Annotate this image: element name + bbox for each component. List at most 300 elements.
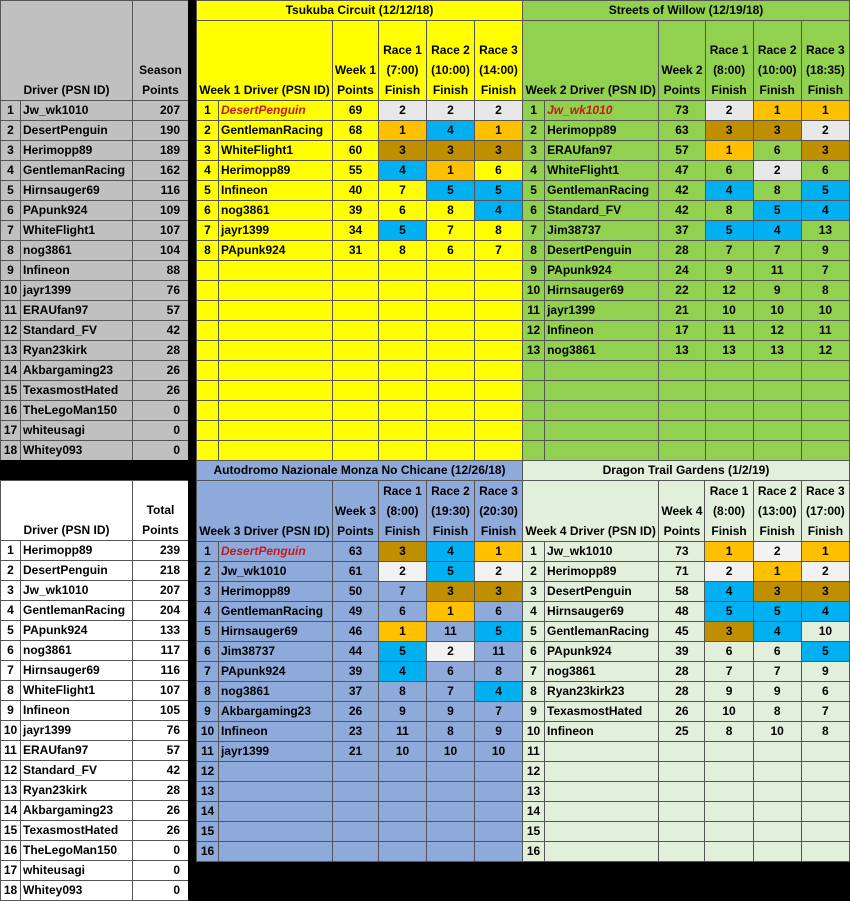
result-points (659, 421, 705, 441)
result-points (659, 361, 705, 381)
race3-header: Race 3 (17:00) Finish (801, 481, 849, 542)
race2-finish (427, 762, 475, 782)
result-driver: GentlemanRacing (219, 121, 333, 141)
race1-header: Race 1 (8:00) Finish (705, 21, 753, 101)
result-points (659, 381, 705, 401)
race2-finish: 8 (753, 181, 801, 201)
result-row (197, 241, 523, 261)
result-pos: 1 (197, 542, 219, 562)
race1-finish: 3 (379, 141, 427, 161)
result-pos: 10 (197, 722, 219, 742)
result-driver: WhiteFlight1 (545, 161, 659, 181)
result-row (523, 782, 850, 802)
standings-pos: 10 (1, 281, 21, 301)
result-points: 69 (333, 101, 379, 121)
result-driver: DesertPenguin (219, 542, 333, 562)
track-title: Tsukuba Circuit (12/12/18) (197, 1, 523, 21)
race2-finish: 8 (427, 201, 475, 221)
standings-points: 109 (133, 201, 189, 221)
result-pos: 14 (523, 802, 545, 822)
race1-finish: 7 (379, 582, 427, 602)
standings-driver: nog3861 (21, 241, 133, 261)
result-driver: Akbargaming23 (219, 702, 333, 722)
race1-finish: 8 (705, 722, 753, 742)
race2-finish (753, 381, 801, 401)
result-points (659, 401, 705, 421)
standings-driver: Standard_FV (21, 761, 133, 781)
result-pos: 15 (523, 822, 545, 842)
result-row (523, 241, 850, 261)
result-pos: 13 (523, 782, 545, 802)
result-driver: GentlemanRacing (545, 181, 659, 201)
result-pos: 5 (523, 181, 545, 201)
race3-header: Race 3 (14:00) Finish (475, 21, 523, 101)
race3-finish: 13 (801, 221, 849, 241)
result-points (333, 802, 379, 822)
standings-pos: 4 (1, 161, 21, 181)
race3-finish (801, 842, 849, 862)
result-row (523, 421, 850, 441)
standings-row (1, 861, 189, 881)
standings-points: 239 (133, 541, 189, 561)
result-pos: 6 (523, 201, 545, 221)
result-pos: 4 (523, 602, 545, 622)
race1-finish: 4 (379, 161, 427, 181)
result-row (523, 682, 850, 702)
standings-driver: Akbargaming23 (21, 801, 133, 821)
result-row (197, 121, 523, 141)
standings-pos: 17 (1, 421, 21, 441)
race2-finish: 6 (753, 642, 801, 662)
standings-driver: nog3861 (21, 641, 133, 661)
standings-row (1, 341, 189, 361)
result-row (197, 341, 523, 361)
standings-pos: 11 (1, 741, 21, 761)
result-row (197, 542, 523, 562)
race2-finish: 8 (753, 702, 801, 722)
result-pos (197, 341, 219, 361)
result-pos: 2 (197, 562, 219, 582)
result-driver: PApunk924 (219, 662, 333, 682)
race3-finish (475, 381, 523, 401)
result-pos: 8 (197, 241, 219, 261)
result-points: 17 (659, 321, 705, 341)
week-driver-header: Week 2 Driver (PSN ID) (523, 21, 659, 101)
result-points: 50 (333, 582, 379, 602)
race2-finish (427, 441, 475, 461)
result-pos: 7 (197, 221, 219, 241)
race1-finish: 2 (379, 562, 427, 582)
standings-pos: 5 (1, 621, 21, 641)
race2-finish: 10 (753, 301, 801, 321)
result-pos: 7 (197, 662, 219, 682)
standings-row (1, 621, 189, 641)
race3-finish (475, 842, 523, 862)
result-driver (219, 261, 333, 281)
race3-finish (475, 301, 523, 321)
race3-finish: 8 (801, 281, 849, 301)
standings-points: 162 (133, 161, 189, 181)
result-pos (197, 281, 219, 301)
result-points: 55 (333, 161, 379, 181)
race2-finish (427, 381, 475, 401)
result-driver: DesertPenguin (545, 241, 659, 261)
result-pos (197, 441, 219, 461)
result-row (523, 642, 850, 662)
result-points: 22 (659, 281, 705, 301)
standings-points: 204 (133, 601, 189, 621)
result-row (197, 662, 523, 682)
week-points-header: Week 2 Points (659, 21, 705, 101)
result-points (659, 842, 705, 862)
race1-finish (705, 842, 753, 862)
result-points: 63 (333, 542, 379, 562)
result-row (523, 802, 850, 822)
result-points: 24 (659, 261, 705, 281)
result-row (197, 682, 523, 702)
result-row (197, 602, 523, 622)
race1-finish: 2 (379, 101, 427, 121)
race2-finish: 8 (427, 722, 475, 742)
standings-pos: 16 (1, 841, 21, 861)
result-driver (219, 321, 333, 341)
result-points (659, 742, 705, 762)
race2-finish (753, 401, 801, 421)
result-pos: 13 (523, 341, 545, 361)
result-row (523, 722, 850, 742)
standings-points: 104 (133, 241, 189, 261)
race3-finish (801, 381, 849, 401)
result-row (197, 642, 523, 662)
result-points: 40 (333, 181, 379, 201)
result-points (659, 762, 705, 782)
result-points (333, 822, 379, 842)
result-row (523, 201, 850, 221)
result-driver: Ryan23kirk23 (545, 682, 659, 702)
standings-driver: Herimopp89 (21, 141, 133, 161)
result-row (197, 622, 523, 642)
race3-finish: 7 (801, 702, 849, 722)
race2-finish (753, 802, 801, 822)
race3-finish: 1 (801, 101, 849, 121)
result-points: 39 (333, 201, 379, 221)
standings-driver: WhiteFlight1 (21, 681, 133, 701)
result-driver: DesertPenguin (545, 582, 659, 602)
standings-row (1, 321, 189, 341)
result-row (197, 361, 523, 381)
standings-row (1, 761, 189, 781)
race2-finish: 11 (753, 261, 801, 281)
standings-points: 88 (133, 261, 189, 281)
race3-finish (801, 401, 849, 421)
race2-finish (427, 421, 475, 441)
standings-row (1, 101, 189, 121)
standings-pos: 9 (1, 701, 21, 721)
result-driver: Herimopp89 (545, 562, 659, 582)
race2-finish (753, 762, 801, 782)
race1-finish: 9 (705, 261, 753, 281)
race3-finish: 5 (475, 622, 523, 642)
result-pos: 3 (523, 141, 545, 161)
result-row (523, 842, 850, 862)
result-pos (523, 361, 545, 381)
race3-finish: 6 (801, 682, 849, 702)
result-driver (219, 421, 333, 441)
standings-row (1, 141, 189, 161)
race3-finish: 7 (475, 702, 523, 722)
race1-header: Race 1 (7:00) Finish (379, 21, 427, 101)
total-points-header: Total Points (133, 481, 189, 541)
race1-finish: 3 (705, 622, 753, 642)
result-points (333, 421, 379, 441)
standings-points: 26 (133, 381, 189, 401)
race1-finish (379, 842, 427, 862)
week-driver-header: Week 4 Driver (PSN ID) (523, 481, 659, 542)
result-driver (545, 762, 659, 782)
standings-points: 207 (133, 581, 189, 601)
race3-finish (801, 782, 849, 802)
result-points (333, 441, 379, 461)
result-pos: 10 (523, 722, 545, 742)
race1-finish: 6 (379, 602, 427, 622)
standings-points: 26 (133, 821, 189, 841)
result-row (197, 161, 523, 181)
race2-finish (427, 401, 475, 421)
result-pos: 2 (523, 562, 545, 582)
standings-driver: TexasmostHated (21, 381, 133, 401)
result-pos: 6 (523, 642, 545, 662)
result-row (197, 441, 523, 461)
result-pos (197, 421, 219, 441)
race3-finish (475, 441, 523, 461)
result-driver: Infineon (219, 722, 333, 742)
standings-row (1, 581, 189, 601)
result-pos: 5 (523, 622, 545, 642)
race3-finish: 4 (475, 201, 523, 221)
result-pos (197, 261, 219, 281)
race2-finish: 2 (753, 542, 801, 562)
result-row (197, 702, 523, 722)
standings-points: 57 (133, 741, 189, 761)
week3-table (196, 460, 523, 862)
result-row (523, 181, 850, 201)
race1-finish: 10 (705, 702, 753, 722)
result-driver (219, 762, 333, 782)
result-pos: 12 (523, 321, 545, 341)
race1-finish: 4 (379, 662, 427, 682)
standings-row (1, 221, 189, 241)
race1-finish (379, 381, 427, 401)
result-points: 44 (333, 642, 379, 662)
race2-finish: 10 (427, 742, 475, 762)
standings-row (1, 241, 189, 261)
result-pos: 3 (523, 582, 545, 602)
week-points-header: Week 4 Points (659, 481, 705, 542)
result-row (197, 101, 523, 121)
race3-finish: 2 (475, 562, 523, 582)
race1-header: Race 1 (8:00) Finish (705, 481, 753, 542)
standings-row (1, 881, 189, 901)
standings-driver: jayr1399 (21, 281, 133, 301)
race3-finish: 3 (801, 141, 849, 161)
race3-finish (475, 321, 523, 341)
race1-finish (705, 361, 753, 381)
result-points (659, 441, 705, 461)
result-row (197, 261, 523, 281)
race1-finish (705, 782, 753, 802)
result-driver: Herimopp89 (219, 161, 333, 181)
standings-driver: Standard_FV (21, 321, 133, 341)
race3-finish: 11 (801, 321, 849, 341)
race2-finish: 7 (427, 682, 475, 702)
result-row (523, 301, 850, 321)
result-driver: jayr1399 (545, 301, 659, 321)
result-row (197, 381, 523, 401)
race1-finish: 6 (705, 161, 753, 181)
race3-finish (801, 421, 849, 441)
race3-finish (475, 822, 523, 842)
standings-points: 42 (133, 321, 189, 341)
standings-row (1, 821, 189, 841)
result-driver (219, 842, 333, 862)
standings-driver: Ryan23kirk (21, 341, 133, 361)
race2-finish: 11 (427, 622, 475, 642)
race3-finish: 7 (475, 241, 523, 261)
race3-finish (475, 762, 523, 782)
result-pos: 3 (197, 582, 219, 602)
standings-points: 218 (133, 561, 189, 581)
result-row (197, 281, 523, 301)
race3-finish (475, 401, 523, 421)
result-row (523, 702, 850, 722)
result-driver: PApunk924 (545, 261, 659, 281)
result-points (333, 281, 379, 301)
result-pos: 10 (523, 281, 545, 301)
week-driver-header: Week 3 Driver (PSN ID) (197, 481, 333, 542)
result-driver: nog3861 (219, 682, 333, 702)
standings-row (1, 361, 189, 381)
race2-finish (427, 321, 475, 341)
standings-row (1, 541, 189, 561)
standings-pos: 9 (1, 261, 21, 281)
race1-finish: 5 (705, 602, 753, 622)
total-standings-table (0, 480, 189, 901)
result-row (197, 762, 523, 782)
standings-pos: 1 (1, 541, 21, 561)
week-points-header: Week 3 Points (333, 481, 379, 542)
column-separator (188, 0, 196, 900)
result-driver: WhiteFlight1 (219, 141, 333, 161)
standings-points: 105 (133, 701, 189, 721)
standings-points: 26 (133, 361, 189, 381)
race2-finish: 1 (427, 602, 475, 622)
result-row (197, 582, 523, 602)
result-points: 28 (659, 241, 705, 261)
result-driver (545, 361, 659, 381)
result-points: 26 (659, 702, 705, 722)
standings-row (1, 181, 189, 201)
result-driver (219, 802, 333, 822)
race1-finish: 8 (379, 241, 427, 261)
result-driver (219, 361, 333, 381)
race1-finish (379, 401, 427, 421)
standings-points: 107 (133, 221, 189, 241)
race2-finish (427, 301, 475, 321)
standings-pos: 13 (1, 781, 21, 801)
standings-driver: Whitey093 (21, 881, 133, 901)
race3-finish: 2 (801, 562, 849, 582)
result-pos: 9 (523, 702, 545, 722)
result-points: 57 (659, 141, 705, 161)
race1-finish (379, 361, 427, 381)
result-row (523, 582, 850, 602)
race2-finish: 7 (753, 662, 801, 682)
result-driver (545, 441, 659, 461)
result-pos: 5 (197, 622, 219, 642)
race2-finish: 4 (427, 121, 475, 141)
race3-finish (475, 281, 523, 301)
standings-pos: 18 (1, 441, 21, 461)
standings-row (1, 201, 189, 221)
result-pos: 8 (523, 682, 545, 702)
result-points: 28 (659, 662, 705, 682)
standings-driver: Akbargaming23 (21, 361, 133, 381)
standings-pos: 12 (1, 761, 21, 781)
race3-finish: 10 (801, 622, 849, 642)
race2-finish: 5 (427, 562, 475, 582)
race1-finish (705, 421, 753, 441)
standings-pos: 6 (1, 641, 21, 661)
week4-table (522, 460, 850, 862)
result-driver: nog3861 (545, 341, 659, 361)
result-pos: 3 (197, 141, 219, 161)
result-driver (219, 281, 333, 301)
race1-finish: 5 (379, 642, 427, 662)
standings-driver: Whitey093 (21, 441, 133, 461)
standings-points: 116 (133, 661, 189, 681)
standings-points: 0 (133, 401, 189, 421)
race2-finish: 1 (427, 161, 475, 181)
race2-finish (427, 281, 475, 301)
race1-finish: 6 (379, 201, 427, 221)
race3-finish: 2 (801, 121, 849, 141)
race3-header: Race 3 (18:35) Finish (801, 21, 849, 101)
race2-finish (427, 822, 475, 842)
standings-row (1, 781, 189, 801)
result-row (197, 221, 523, 241)
result-points: 34 (333, 221, 379, 241)
race1-finish (379, 261, 427, 281)
week-driver-header: Week 1 Driver (PSN ID) (197, 21, 333, 101)
race2-finish (427, 361, 475, 381)
result-row (197, 722, 523, 742)
result-pos: 8 (197, 682, 219, 702)
standings-pos: 17 (1, 861, 21, 881)
race3-finish: 5 (801, 642, 849, 662)
result-driver: Jim38737 (545, 221, 659, 241)
standings-points: 133 (133, 621, 189, 641)
result-driver: Infineon (545, 722, 659, 742)
race2-finish: 9 (753, 682, 801, 702)
result-points: 42 (659, 201, 705, 221)
result-row (197, 562, 523, 582)
race1-finish: 2 (705, 562, 753, 582)
result-row (523, 121, 850, 141)
result-points: 31 (333, 241, 379, 261)
standings-points: 57 (133, 301, 189, 321)
result-pos: 4 (197, 161, 219, 181)
race3-finish (475, 782, 523, 802)
